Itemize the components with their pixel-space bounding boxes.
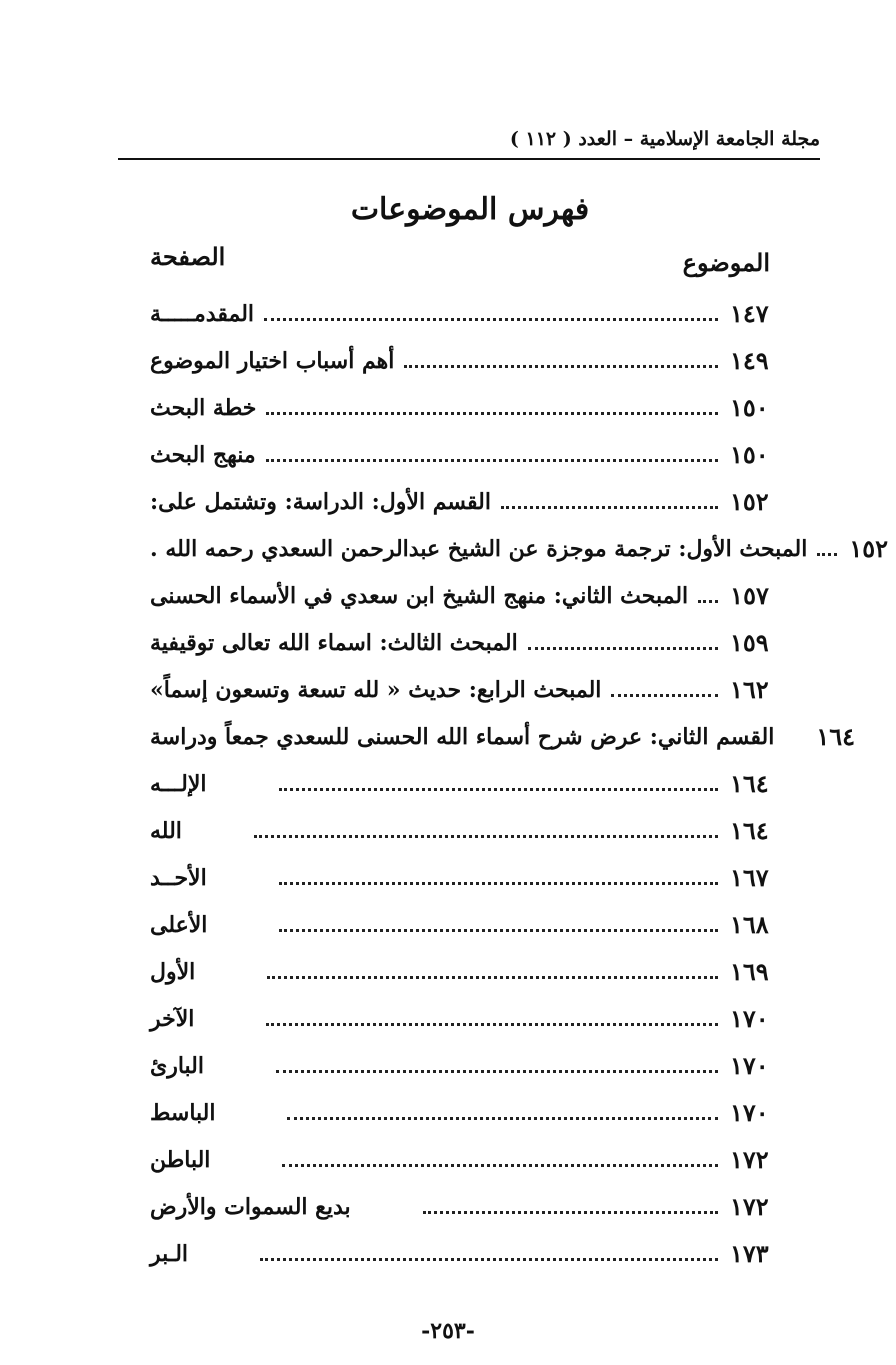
running-header: مجلة الجامعة الإسلامية – العدد ( ١١٢ ) bbox=[509, 128, 820, 150]
toc-entry-topic: أهم أسباب اختيار الموضوع bbox=[150, 347, 395, 374]
toc-entry-topic: المبحث الأول: ترجمة موجزة عن الشيخ عبدالرحمن السعدي رحمه الله . bbox=[150, 535, 808, 562]
toc-entry-page: ١٥٠ bbox=[730, 440, 769, 469]
toc-entry-page: ١٦٤ bbox=[816, 722, 856, 751]
toc-entry bbox=[150, 384, 820, 431]
dot-leader bbox=[423, 1211, 718, 1214]
toc-entry-topic: الباسط bbox=[150, 1099, 216, 1126]
toc-entry-page: ١٧٠ bbox=[730, 1051, 769, 1080]
toc-entry bbox=[150, 619, 820, 666]
toc-entry bbox=[150, 1183, 820, 1230]
toc-entry-page: ١٦٤ bbox=[730, 816, 769, 845]
toc-entry bbox=[150, 995, 820, 1042]
dot-leader bbox=[404, 365, 718, 368]
toc-entry-page: ١٤٧ bbox=[730, 299, 769, 328]
dot-leader bbox=[260, 1258, 718, 1261]
dot-leader bbox=[267, 976, 718, 979]
toc-entry bbox=[150, 760, 820, 807]
toc-entry-page: ١٥٢ bbox=[730, 487, 769, 516]
dot-leader bbox=[611, 694, 718, 697]
toc-entry bbox=[150, 1042, 820, 1089]
toc-entry bbox=[150, 807, 820, 854]
page-column-header: الصفحة bbox=[150, 242, 226, 271]
dot-leader bbox=[266, 459, 718, 462]
toc-entry-page: ١٥٧ bbox=[730, 581, 769, 610]
toc-entry-page: ١٧٢ bbox=[730, 1192, 769, 1221]
dot-leader bbox=[279, 929, 718, 932]
toc-entry-topic: القسم الثاني: عرض شرح أسماء الله الحسنى للسعدي جمعاً ودراسة bbox=[150, 723, 775, 750]
toc-entry-page: ١٦٩ bbox=[730, 957, 769, 986]
toc-entry-topic: المبحث الرابع: حديث « لله تسعة وتسعون إسماً» bbox=[150, 676, 602, 703]
toc-entry-page: ١٤٩ bbox=[730, 346, 769, 375]
toc-entry-topic: الأول bbox=[150, 958, 196, 985]
dot-leader bbox=[266, 1023, 718, 1026]
header-rule bbox=[118, 158, 820, 160]
dot-leader bbox=[817, 553, 837, 556]
toc-title: فهرس الموضوعات bbox=[350, 192, 590, 227]
toc-entry-topic: بديع السموات والأرض bbox=[150, 1193, 351, 1220]
toc-entry bbox=[150, 901, 820, 948]
toc-entry bbox=[150, 854, 820, 901]
toc-entry-topic: الله bbox=[150, 817, 182, 844]
toc-entry-page: ١٦٨ bbox=[730, 910, 769, 939]
toc-entry-topic: الأحــد bbox=[150, 864, 207, 891]
dot-leader bbox=[528, 647, 718, 650]
toc-entry bbox=[150, 337, 820, 384]
toc-list bbox=[150, 290, 889, 1277]
toc-entry bbox=[150, 290, 820, 337]
toc-entry-topic: المقدمـــــة bbox=[150, 300, 255, 327]
toc-entry bbox=[150, 713, 856, 760]
toc-entry bbox=[150, 478, 820, 525]
dot-leader bbox=[279, 882, 718, 885]
dot-leader bbox=[254, 835, 718, 838]
toc-entry bbox=[150, 1136, 820, 1183]
toc-entry bbox=[150, 1089, 820, 1136]
toc-entry-page: ١٥٩ bbox=[730, 628, 769, 657]
toc-entry bbox=[150, 431, 820, 478]
dot-leader bbox=[784, 741, 804, 744]
toc-entry-topic: خطة البحث bbox=[150, 394, 257, 421]
dot-leader bbox=[501, 506, 718, 509]
toc-entry-topic: الآخر bbox=[150, 1005, 195, 1032]
page-number: -٢٥٣- bbox=[421, 1318, 475, 1344]
toc-entry bbox=[150, 948, 820, 995]
toc-entry-topic: المبحث الثالث: اسماء الله تعالى توقيفية bbox=[150, 629, 518, 656]
toc-entry-page: ١٧٠ bbox=[730, 1098, 769, 1127]
toc-entry-topic: الإلـــه bbox=[150, 770, 207, 797]
toc-entry-topic: الأعلى bbox=[150, 911, 208, 938]
toc-entry-topic: البارئ bbox=[150, 1052, 205, 1079]
dot-leader bbox=[282, 1164, 718, 1167]
dot-leader bbox=[276, 1070, 718, 1073]
toc-entry-page: ١٦٤ bbox=[730, 769, 769, 798]
dot-leader bbox=[264, 318, 718, 321]
toc-entry-topic: الـبر bbox=[150, 1240, 189, 1267]
toc-entry-topic: الباطن bbox=[150, 1146, 211, 1173]
dot-leader bbox=[266, 412, 718, 415]
toc-entry-page: ١٥٠ bbox=[730, 393, 769, 422]
toc-entry bbox=[150, 525, 889, 572]
toc-entry bbox=[150, 666, 820, 713]
toc-entry-page: ١٧٢ bbox=[730, 1145, 769, 1174]
toc-entry bbox=[150, 572, 820, 619]
toc-entry-page: ١٥٢ bbox=[849, 534, 889, 563]
toc-entry-page: ١٧٠ bbox=[730, 1004, 769, 1033]
toc-entry bbox=[150, 1230, 820, 1277]
dot-leader bbox=[698, 600, 718, 603]
toc-entry-topic: المبحث الثاني: منهج الشيخ ابن سعدي في الأسماء الحسنى bbox=[150, 582, 689, 609]
dot-leader bbox=[279, 788, 719, 791]
toc-entry-page: ١٧٣ bbox=[730, 1239, 769, 1268]
dot-leader bbox=[287, 1117, 718, 1120]
toc-entry-topic: القسم الأول: الدراسة: وتشتمل على: bbox=[150, 488, 491, 515]
toc-entry-page: ١٦٢ bbox=[730, 675, 769, 704]
topic-column-header: الموضوع bbox=[682, 248, 770, 277]
toc-entry-topic: منهج البحث bbox=[150, 441, 256, 468]
toc-entry-page: ١٦٧ bbox=[730, 863, 769, 892]
